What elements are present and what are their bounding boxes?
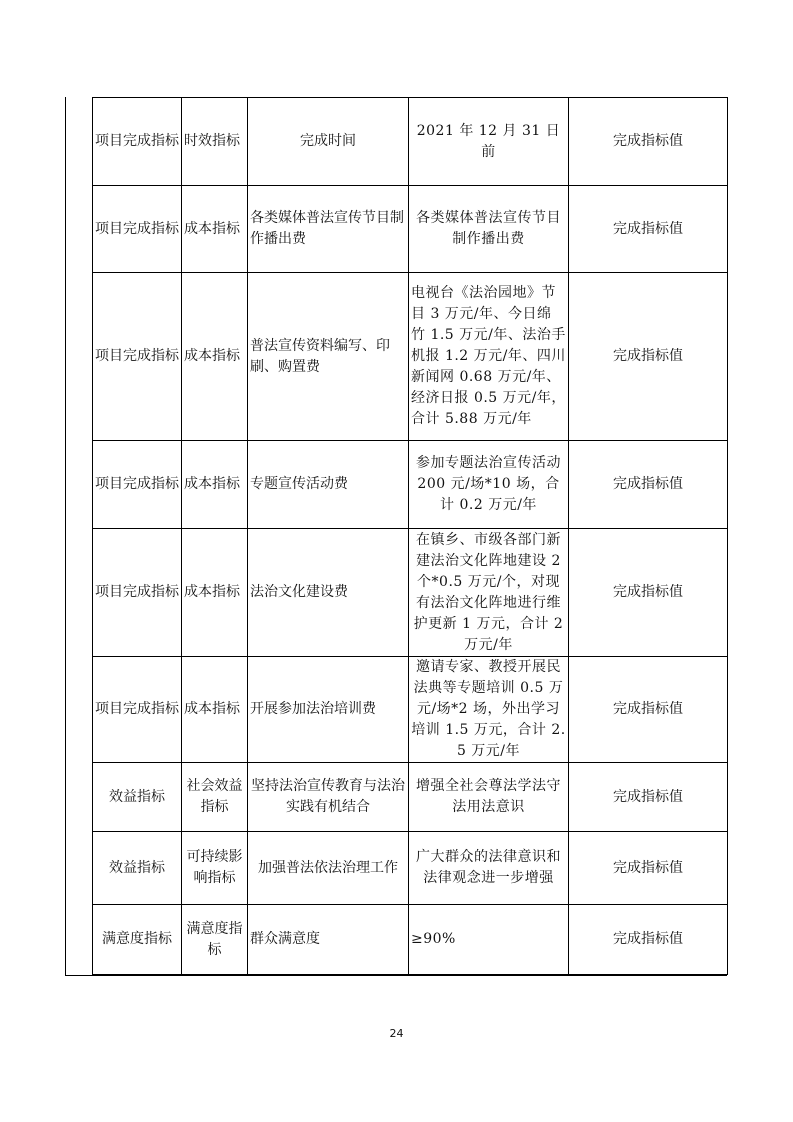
performance-indicator-table — [92, 97, 728, 975]
indicator-status-cell: 完成指标值 — [569, 186, 728, 273]
table-row — [93, 763, 728, 832]
table-row — [93, 657, 728, 763]
first-level-indicator-cell: 项目完成指标 — [93, 186, 182, 273]
second-level-indicator-cell: 成本指标 — [182, 186, 248, 273]
indicator-status-cell: 完成指标值 — [569, 905, 728, 975]
second-level-indicator-cell: 成本指标 — [182, 273, 248, 441]
indicator-status-cell: 完成指标值 — [569, 657, 728, 763]
indicator-status-cell: 完成指标值 — [569, 832, 728, 905]
table-row — [93, 529, 728, 657]
third-level-indicator-cell: 群众满意度 — [248, 905, 409, 975]
left-border-line — [65, 97, 66, 975]
first-level-indicator-cell: 项目完成指标 — [93, 273, 182, 441]
table-row — [93, 273, 728, 441]
indicator-value-cell: 增强全社会尊法学法守法用法意识 — [409, 763, 569, 832]
first-level-indicator-cell: 项目完成指标 — [93, 529, 182, 657]
table-row — [93, 905, 728, 975]
indicator-status-cell: 完成指标值 — [569, 529, 728, 657]
bottom-border-line — [65, 975, 727, 976]
indicator-status-cell: 完成指标值 — [569, 441, 728, 529]
second-level-indicator-cell: 社会效益指标 — [182, 763, 248, 832]
indicator-value-cell: 邀请专家、教授开展民法典等专题培训 0.5 万元/场*2 场，外出学习培训 1.5 万元，合计 2.5 万元/年 — [409, 657, 569, 763]
indicator-value-cell: 各类媒体普法宣传节目制作播出费 — [409, 186, 569, 273]
second-level-indicator-cell: 时效指标 — [182, 98, 248, 186]
indicator-value-cell: 广大群众的法律意识和法律观念进一步增强 — [409, 832, 569, 905]
first-level-indicator-cell: 项目完成指标 — [93, 98, 182, 186]
first-level-indicator-cell: 效益指标 — [93, 763, 182, 832]
third-level-indicator-cell: 完成时间 — [248, 98, 409, 186]
second-level-indicator-cell: 满意度指标 — [182, 905, 248, 975]
indicator-value-cell: 在镇乡、市级各部门新建法治文化阵地建设 2 个*0.5 万元/个，对现有法治文化阵地进行维护更新 1 万元，合计 2 万元/年 — [409, 529, 569, 657]
indicator-status-cell: 完成指标值 — [569, 763, 728, 832]
third-level-indicator-cell: 各类媒体普法宣传节目制作播出费 — [248, 186, 409, 273]
indicator-status-cell: 完成指标值 — [569, 273, 728, 441]
first-level-indicator-cell: 项目完成指标 — [93, 441, 182, 529]
table-row — [93, 98, 728, 186]
third-level-indicator-cell: 普法宣传资料编写、印刷、购置费 — [248, 273, 409, 441]
third-level-indicator-cell: 专题宣传活动费 — [248, 441, 409, 529]
indicator-value-cell: 电视台《法治园地》节目 3 万元/年、今日绵竹 1.5 万元/年、法治手机报 1.2 万元/年、四川新闻网 0.68 万元/年、经济日报 0.5 万元/年，合计 5.88 万元/年 — [409, 273, 569, 441]
indicator-value-cell: ≥90% — [409, 905, 569, 975]
third-level-indicator-cell: 坚持法治宣传教育与法治实践有机结合 — [248, 763, 409, 832]
indicator-status-cell: 完成指标值 — [569, 98, 728, 186]
third-level-indicator-cell: 法治文化建设费 — [248, 529, 409, 657]
second-level-indicator-cell: 成本指标 — [182, 529, 248, 657]
second-level-indicator-cell: 成本指标 — [182, 441, 248, 529]
first-level-indicator-cell: 效益指标 — [93, 832, 182, 905]
indicator-value-cell: 参加专题法治宣传活动 200 元/场*10 场，合计 0.2 万元/年 — [409, 441, 569, 529]
table-row — [93, 832, 728, 905]
first-level-indicator-cell: 满意度指标 — [93, 905, 182, 975]
table-row — [93, 441, 728, 529]
first-level-indicator-cell: 项目完成指标 — [93, 657, 182, 763]
page-number: 24 — [389, 1027, 404, 1040]
table-row — [93, 186, 728, 273]
second-level-indicator-cell: 成本指标 — [182, 657, 248, 763]
third-level-indicator-cell: 加强普法依法治理工作 — [248, 832, 409, 905]
indicator-value-cell: 2021 年 12 月 31 日前 — [409, 98, 569, 186]
third-level-indicator-cell: 开展参加法治培训费 — [248, 657, 409, 763]
second-level-indicator-cell: 可持续影响指标 — [182, 832, 248, 905]
